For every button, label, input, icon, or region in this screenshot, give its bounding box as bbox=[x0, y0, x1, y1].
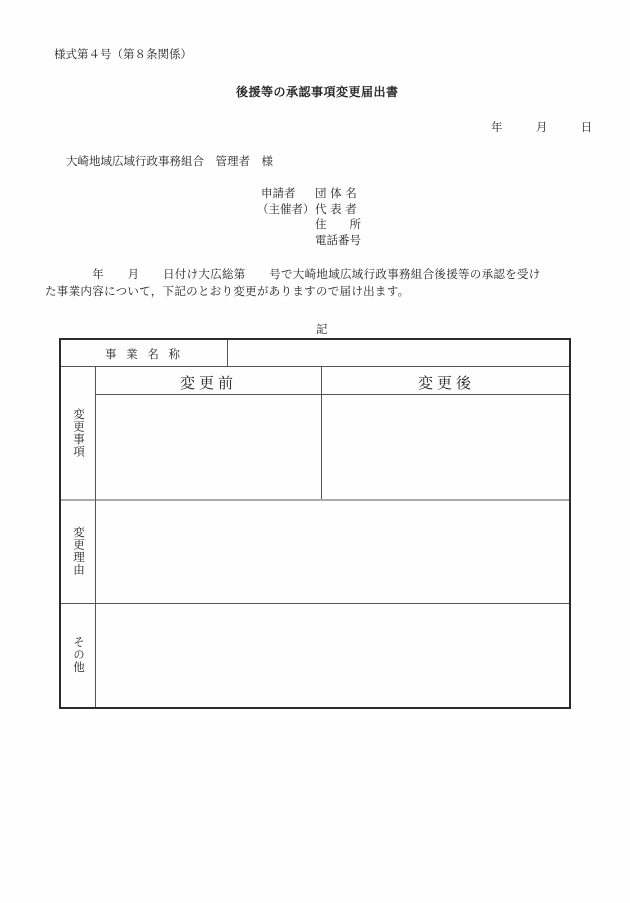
body-paragraph bbox=[45, 266, 541, 300]
after-field[interactable] bbox=[322, 395, 569, 499]
project-name-field[interactable] bbox=[228, 340, 569, 366]
addressee: 大崎地域広域行政事務組合 管理者 様 bbox=[66, 154, 273, 168]
before-header: 変更前 bbox=[179, 374, 237, 392]
date-day: 日 bbox=[580, 120, 593, 134]
other-field[interactable] bbox=[96, 604, 569, 707]
field-representative: 代 表 者 bbox=[315, 201, 357, 216]
after-header: 変更後 bbox=[417, 374, 475, 392]
date-month: 月 bbox=[535, 120, 548, 134]
date-line bbox=[491, 119, 592, 135]
applicant-block bbox=[257, 186, 361, 248]
date-year: 年 bbox=[491, 120, 503, 134]
field-organization-name: 団 体 名 bbox=[315, 186, 357, 200]
ki-heading: 記 bbox=[316, 322, 328, 336]
change-table bbox=[59, 338, 571, 709]
other-label: その他 bbox=[72, 636, 86, 674]
divider bbox=[61, 366, 569, 367]
form-number: 様式第４号（第８条関係） bbox=[54, 47, 192, 61]
applicant-label: 申請者 bbox=[261, 186, 296, 200]
organizer-label: （主催者） bbox=[257, 201, 315, 216]
reason-field[interactable] bbox=[96, 501, 569, 603]
field-phone: 電話番号 bbox=[315, 232, 361, 247]
body-line-1: 年 月 日付け大広総第 号で大崎地域広域行政事務組合後援等の承認を受け bbox=[45, 267, 541, 281]
field-address: 住 所 bbox=[315, 217, 361, 231]
change-items-label: 変更事項 bbox=[72, 408, 86, 458]
reason-label: 変更理由 bbox=[72, 526, 86, 576]
project-name-label: 事 業 名 称 bbox=[105, 347, 183, 361]
before-field[interactable] bbox=[96, 395, 321, 499]
document-title: 後援等の承認事項変更届出書 bbox=[236, 85, 399, 99]
body-line-2: た事業内容について，下記のとおり変更がありますので届け出ます。 bbox=[45, 284, 410, 298]
